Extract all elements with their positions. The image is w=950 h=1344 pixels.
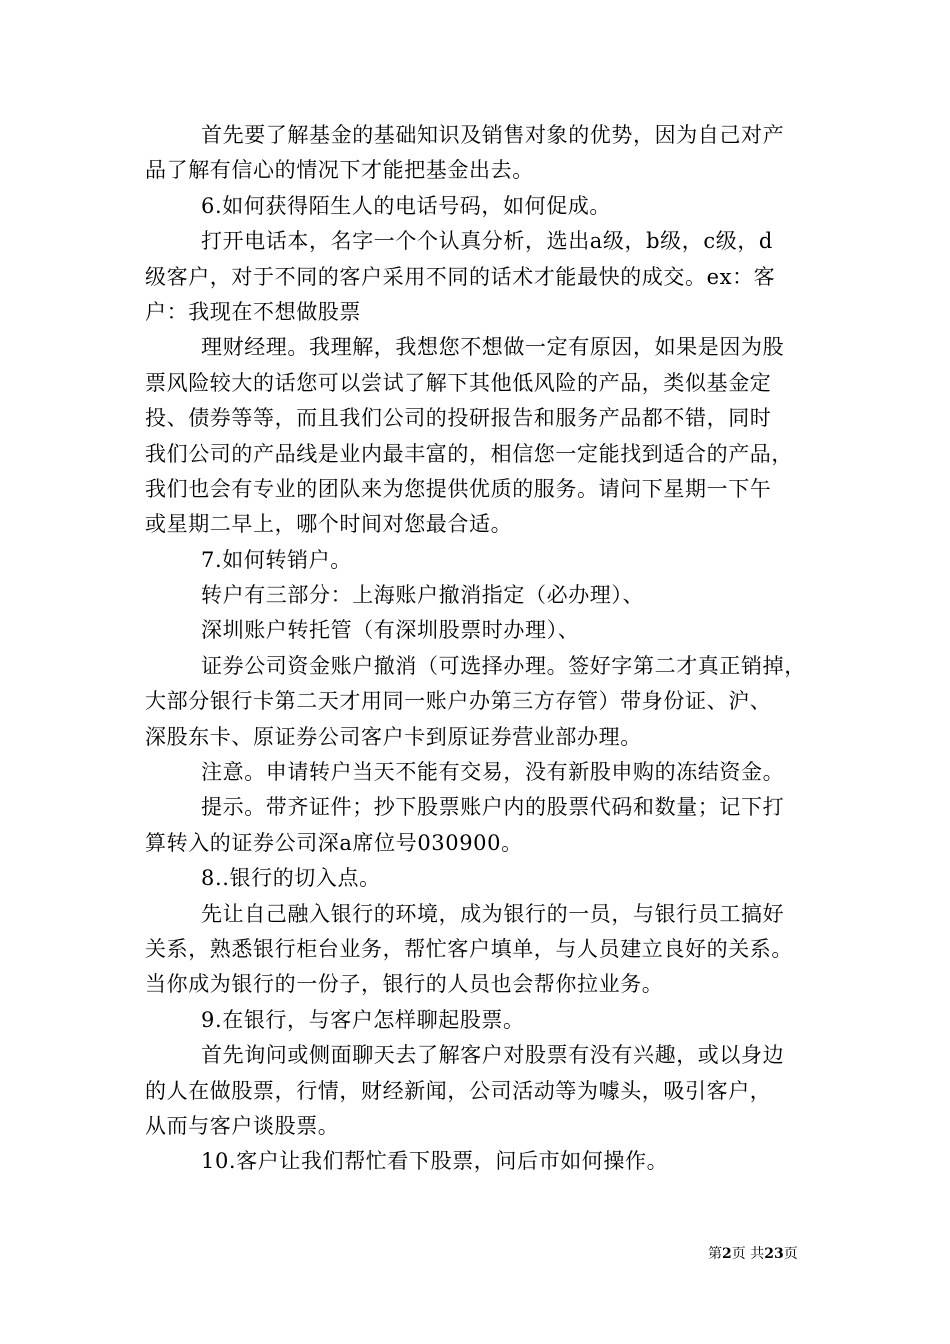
text-line: 我们公司的产品线是业内最丰富的，相信您一定能找到适合的产品，: [145, 441, 793, 466]
document-body: [145, 118, 815, 1180]
text-line: 算转入的证券公司深a席位号030900。: [145, 830, 523, 855]
footer-prefix: 第: [708, 1246, 722, 1262]
text-line: 首先询问或侧面聊天去了解客户对股票有没有兴趣，或以身边: [201, 1043, 785, 1068]
footer-suffix: 页: [783, 1246, 798, 1262]
text-line: 理财经理。我理解，我想您不想做一定有原因，如果是因为股: [201, 335, 785, 360]
text-line: 或星期二早上，哪个时间对您最合适。: [145, 512, 513, 537]
text-line: 品了解有信心的情况下才能把基金出去。: [145, 158, 534, 183]
page-number-footer: [708, 1244, 798, 1264]
text-line: 深圳账户转托管（有深圳股票时办理）、: [201, 618, 580, 643]
text-line: 8..银行的切入点。: [201, 866, 381, 891]
text-line: 深股东卡、原证券公司客户卡到原证券营业部办理。: [145, 724, 642, 749]
text-line: 我们也会有专业的团队来为您提供优质的服务。请问下星期一下午: [145, 476, 772, 501]
text-line: 投、债券等等，而且我们公司的投研报告和服务产品都不错，同时: [145, 406, 772, 431]
text-line: 先让自己融入银行的环境，成为银行的一员，与银行员工搞好: [201, 901, 785, 926]
text-line: 7.如何转销户。: [201, 547, 352, 572]
text-line: 首先要了解基金的基础知识及销售对象的优势，因为自己对产: [201, 123, 785, 147]
text-line: 6.如何获得陌生人的电话号码，如何促成。: [201, 193, 612, 218]
text-line: 打开电话本，名字一个个认真分析，选出a级，b级，c级，d: [201, 229, 773, 254]
text-line: 从而与客户谈股票。: [145, 1113, 340, 1138]
footer-total-pages: 23: [764, 1246, 784, 1262]
text-line: 注意。申请转户当天不能有交易，没有新股申购的冻结资金。: [201, 760, 785, 785]
text-line: 关系，熟悉银行柜台业务，帮忙客户填单，与人员建立良好的关系。: [145, 936, 793, 961]
text-line: 10.客户让我们帮忙看下股票，问后市如何操作。: [201, 1149, 669, 1174]
text-line: 9.在银行，与客户怎样聊起股票。: [201, 1007, 525, 1032]
text-line: 转户有三部分：上海账户撤消指定（必办理）、: [201, 583, 645, 608]
text-line: 提示。带齐证件；抄下股票账户内的股票代码和数量；记下打: [201, 795, 785, 820]
text-line: 当你成为银行的一份子，银行的人员也会帮你拉业务。: [145, 972, 664, 997]
text-line: 大部分银行卡第二天才用同一账户办第三方存管）带身份证、沪、: [145, 689, 772, 714]
footer-middle: 页 共: [731, 1246, 765, 1262]
text-line: 票风险较大的话您可以尝试了解下其他低风险的产品，类似基金定: [145, 370, 772, 395]
text-line: 级客户，对于不同的客户采用不同的话术才能最快的成交。ex：客: [145, 264, 776, 289]
text-line: 的人在做股票，行情，财经新闻，公司活动等为噱头，吸引客户，: [145, 1078, 772, 1103]
text-line: 户：我现在不想做股票: [145, 299, 361, 324]
footer-current-page: 2: [722, 1246, 732, 1262]
text-line: 证券公司资金账户撤消（可选择办理。签好字第二才真正销掉，: [201, 653, 806, 678]
